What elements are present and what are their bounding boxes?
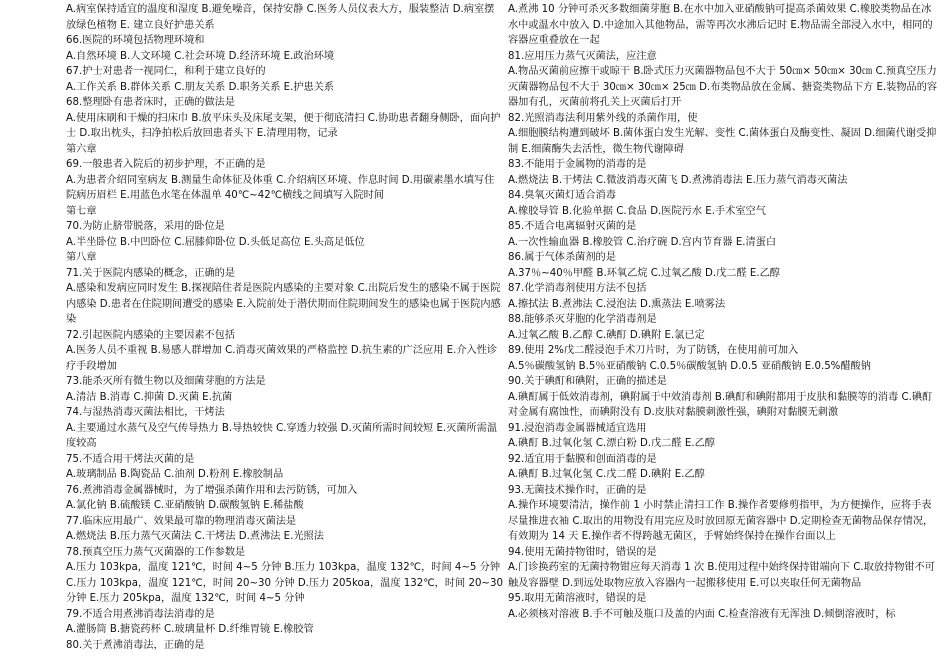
right-column-line: A.操作环境要清洁，操作前 1 小时禁止清扫工作 B.操作者要修剪指甲，为方便操作，应将手表尽量推进衣袖 C.取出的用物没有用完应及时放回原无菌容器中 D.定期检查无菌物品保存情况，有效期为 14 天 E.操作者不得跨越无菌区，手臂始终保持在操作台面以上 bbox=[508, 500, 934, 542]
right-column-line: 87.化学消毒剂使用方法不包括 bbox=[508, 283, 647, 294]
left-column bbox=[66, 2, 504, 653]
right-column-line: A.过氧乙酸 B.乙醇 C.碘酊 D.碘附 E.氯已定 bbox=[508, 329, 705, 341]
left-column-line: 79.不适合用煮沸消毒法消毒的是 bbox=[66, 608, 215, 620]
right-column-line: 91.浸泡消毒金属器械适宜选用 bbox=[508, 422, 647, 434]
right-column-line: 88.能够杀灭芽胞的化学消毒剂是 bbox=[508, 314, 657, 325]
left-column-line: A.使用床刷和干燥的扫床巾 B.放平床头及床尾支架，便于彻底清扫 C.协助患者翻身侧卧，面向护士 D.取出枕头，扫净拍松后放回患者头下 E.清理用物，记录 bbox=[66, 112, 501, 139]
right-column-line: A.门诊换药室的无菌持物钳应每天消毒 1 次 B.使用过程中始终保持钳端向下 C.取放持物钳不可触及容器壁 D.到远处取物应放入容器内一起搬移使用 E.可以夹取任何无菌物品 bbox=[508, 562, 935, 589]
right-column-line: 85.不适合电离辐射灭菌的是 bbox=[508, 221, 637, 232]
right-column-line: A.细胞膜结构遭到破坏 B.菌体蛋白发生光解、变性 C.菌体蛋白及酶变性、凝固 D.细菌代谢受抑制 E.细菌酶失去活性，微生物代谢障碍 bbox=[508, 128, 937, 155]
left-column-line: A.病室保持适宜的温度和湿度 B.避免噪音，保持安静 C.医务人员仪表大方，服装整洁 D.病室摆放绿色植物 E. 建立良好护患关系 bbox=[66, 4, 495, 31]
left-column-line: 80.关于煮沸消毒法，正确的是 bbox=[66, 639, 205, 651]
left-column-line: 76.煮沸消毒金属器械时，为了增强杀菌作用和去污防锈，可加入 bbox=[66, 484, 358, 496]
left-column-line: 77.临床应用最广、效果最可靠的物理消毒灭菌法是 bbox=[66, 515, 297, 527]
right-column-line: A.煮沸 10 分钟可杀灭多数细菌芽胞 B.在水中加入亚硝酸钠可提高杀菌效果 C.橡胶类物品在冰水中或温水中放入 D.中途加入其他物品，需等再次水沸后记时 E.物品需全部浸入水中，相同的容器应重叠放在一起 bbox=[508, 4, 933, 46]
left-column-line: 71.关于医院内感染的概念，正确的是 bbox=[66, 267, 236, 279]
left-column-line: A.灌肠筒 B.搪瓷药杯 C.玻璃量杯 D.纤维胃镜 E.橡胶管 bbox=[66, 624, 314, 635]
left-column-line: 70.为防止脐带脱落，采用的卧位是 bbox=[66, 221, 225, 232]
right-column-line: 90.关于碘酊和碘附，正确的描述是 bbox=[508, 376, 667, 387]
left-column-line: 第七章 bbox=[66, 205, 97, 217]
right-column-line: 94.使用无菌持物钳时，错误的是 bbox=[508, 546, 657, 558]
left-column-line: 75.不适合用干烤法灭菌的是 bbox=[66, 453, 195, 465]
right-column-line: 82.光照消毒法利用紫外线的杀菌作用，使 bbox=[508, 112, 698, 124]
right-column-line: A.碘酊 B.过氧化氢 C.漂白粉 D.戊二醛 E.乙醇 bbox=[508, 438, 715, 449]
left-column-line: A.压力 103kpa，温度 121℃，时间 4~5 分钟 B.压力 103kpa，温度 132℃，时间 4~5 分钟 C.压力 103kpa，温度 121℃，时间 20~30 分钟 D.压力 205koa，温度 132℃，时间 20~30 分钟 E.压力 205kpa，温度 132℃，时间 4~5 分钟 bbox=[66, 562, 503, 604]
left-column-line: 68.整理卧有患者床时，正确的做法是 bbox=[66, 97, 236, 108]
right-column-line: A.5％碳酸氢钠 B.5％亚硝酸钠 C.0.5％碳酸氢钠 D.0.5 亚硝酸钠 E.0.5%醋酸钠 bbox=[508, 360, 871, 372]
right-column-line: A.燃烧法 B.干烤法 C.微波消毒灭菌飞 D.煮沸消毒法 E.压力蒸气消毒灭菌法 bbox=[508, 174, 848, 186]
right-column-line: 95.取用无菌溶液时，错误的是 bbox=[508, 593, 647, 604]
left-column-line: 第八章 bbox=[66, 252, 97, 263]
right-column-line: A.必须核对溶液 B.手不可触及瓶口及盖的内面 C.检查溶液有无浑浊 D.倾倒溶液时，标 bbox=[508, 608, 896, 620]
right-column-line: A.碘酊属于低效消毒剂，碘附属于中效消毒剂 B.碘酊和碘附都用于皮肤和黏膜等的消毒 C.碘酊对金属有腐蚀性，而碘附没有 D.皮肤对黏膜刺激性强，碘附对黏膜无刺激 bbox=[508, 391, 933, 418]
left-column-line: 78.预真空压力蒸气灭菌器的工作参数是 bbox=[66, 546, 246, 558]
right-column-line: 81.应用压力蒸气灭菌法，应注意 bbox=[508, 50, 657, 62]
left-column-line: A.氯化钠 B.硫酸镁 C.亚硝酸钠 D.碳酸氢钠 E.稀盐酸 bbox=[66, 500, 304, 511]
left-column-line: 72.引起医院内感染的主要因素不包括 bbox=[66, 329, 236, 341]
left-column-line: A.自然环境 B.人文环境 C.社会环境 D.经济环境 E.政治环境 bbox=[66, 50, 335, 62]
right-column-line: 93.无菌技术操作时，正确的是 bbox=[508, 484, 647, 496]
right-column-line: 83.不能用于金属物的消毒的是 bbox=[508, 159, 647, 170]
left-column-line: 67.护士对患者一视同仁，和利于建立良好的 bbox=[66, 66, 266, 77]
left-column-line: A.工作关系 B.群体关系 C.朋友关系 D.职务关系 E.护患关系 bbox=[66, 81, 335, 93]
right-column bbox=[508, 2, 938, 622]
left-column-line: A.医务人员不重视 B.易感人群增加 C.消毒灭菌效果的严格监控 D.抗生素的广泛应用 E.介入性诊疗手段增加 bbox=[66, 345, 498, 372]
left-column-line: A.半坐卧位 B.中凹卧位 C.屈膝仰卧位 D.头低足高位 E.头高足低位 bbox=[66, 236, 365, 248]
left-column-line: 73.能杀灭所有微生物以及细菌芽胞的方法是 bbox=[66, 376, 266, 387]
right-column-line: 92.适宜用于黏膜和创面消毒的是 bbox=[508, 453, 657, 465]
left-column-line: A.清洁 B.消毒 C.抑菌 D.灭菌 E.抗菌 bbox=[66, 391, 233, 403]
right-column-line: A.37％~40％甲醛 B.环氧乙烷 C.过氧乙酸 D.戊二醛 E.乙醇 bbox=[508, 267, 780, 279]
left-column-line: A.燃烧法 B.压力蒸气灭菌法 C.干烤法 D.煮沸法 E.光照法 bbox=[66, 531, 324, 542]
left-column-line: 74.与湿热消毒灭菌法相比，干烤法 bbox=[66, 407, 225, 418]
left-column-line: A.玻璃制品 B.陶瓷品 C.油剂 D.粉剂 E.橡胶制品 bbox=[66, 469, 284, 480]
left-column-line: 第六章 bbox=[66, 143, 97, 155]
left-column-line: A.主要通过水蒸气及空气传导热力 B.导热较快 C.穿透力较强 D.灭菌所需时间较短 E.灭菌所需温度较高 bbox=[66, 422, 498, 449]
right-column-line: A.橡胶导管 B.化验单据 C.食品 D.医院污水 E.手术室空气 bbox=[508, 205, 766, 217]
left-column-line: 66.医院的环境包括物理环境和 bbox=[66, 35, 205, 46]
left-column-line: A.感染和发病应同时发生 B.探视陪住者是医院内感染的主要对象 C.出院后发生的感染不属于医院内感染 D.患者在住院期间遭受的感染 E.入院前处于潜伏期而住院期间发生的感染也属于医院内感染 bbox=[66, 283, 501, 325]
right-column-line: A.一次性输血器 B.橡胶管 C.治疗碗 D.宫内节育器 E.清蛋白 bbox=[508, 236, 777, 248]
right-column-line: A.碘酊 B.过氧化氢 C.戊二醛 D.碘附 E.乙醇 bbox=[508, 469, 705, 480]
left-column-line: A.为患者介绍同室病友 B.测量生命体征及体重 C.介绍病区环境、作息时间 D.用碳素墨水填写住院病历眉栏 E.用蓝色水笔在体温单 40℃~42℃横线之间填写入院时间 bbox=[66, 174, 495, 201]
right-column-line: A.物品灭菌前应擦干或晾干 B.卧式压力灭菌器物品包不大于 50㎝× 50㎝× 30㎝ C.预真空压力灭菌器物品包不大于 30㎝× 30㎝× 25㎝ D.布类物品放在金属、搪瓷类物品下方 E.装物品的容器加有孔，灭菌前将孔关上灭菌后打开 bbox=[508, 66, 938, 108]
right-column-line: A.擦拭法 B.煮沸法 C.浸泡法 D.熏蒸法 E.喷雾法 bbox=[508, 298, 726, 310]
right-column-line: 89.使用 2%戊二醛浸泡手术刀片时，为了防锈，在使用前可加入 bbox=[508, 345, 799, 356]
right-column-line: 84.臭氧灭菌灯适合消毒 bbox=[508, 190, 616, 201]
right-column-line: 86.属于气体杀菌剂的是 bbox=[508, 252, 616, 263]
left-column-line: 69.一般患者入院后的初步护理，不正确的是 bbox=[66, 159, 266, 170]
